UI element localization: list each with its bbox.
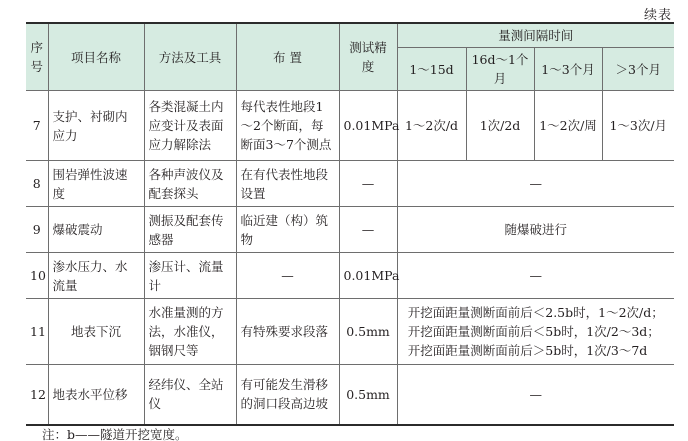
interval-line: 开挖面距量测断面前后＞5b时，1次/3～7d (407, 343, 648, 358)
table-row (26, 365, 674, 425)
row-name: 地表下沉 (48, 299, 144, 365)
row-method: 水准量测的方法，水准仪，铟钢尺等 (144, 299, 236, 365)
table-row (26, 299, 674, 365)
table-row (26, 253, 674, 299)
row-precision: 0.5mm (339, 299, 397, 365)
row-method: 各种声波仪及配套探头 (144, 161, 236, 207)
interval-line: 开挖面距量测断面前后＜2.5b时，1～2次/d； (407, 305, 664, 320)
row-layout: 有可能发生滑移的洞口段高边坡 (236, 365, 339, 425)
row-name: 支护、衬砌内应力 (48, 91, 144, 161)
row-interval-merged (397, 299, 674, 365)
row-interval-4: 1～3次/月 (602, 91, 674, 161)
row-name: 渗水压力、水流量 (48, 253, 144, 299)
row-method: 经纬仪、全站仪 (144, 365, 236, 425)
row-layout: 每代表性地段1～2个断面，每断面3～7个测点 (236, 91, 339, 161)
header-interval-2: 16d～1个月 (466, 48, 534, 91)
row-layout: 在有代表性地段设置 (236, 161, 339, 207)
row-precision: 0.01MPa (339, 91, 397, 161)
row-name: 爆破震动 (48, 207, 144, 253)
continued-label: 续表 (643, 8, 672, 23)
monitoring-table (26, 22, 674, 426)
table-row (26, 161, 674, 207)
row-interval-merged: — (397, 161, 674, 207)
row-index: 8 (26, 161, 48, 207)
row-layout: — (236, 253, 339, 299)
row-precision: — (339, 161, 397, 207)
row-layout: 有特殊要求段落 (236, 299, 339, 365)
row-method: 各类混凝土内应变计及表面应力解除法 (144, 91, 236, 161)
row-index: 7 (26, 91, 48, 161)
header-interval-1: 1～15d (397, 48, 466, 91)
row-method: 渗压计、流量计 (144, 253, 236, 299)
row-interval-3: 1～2次/周 (534, 91, 602, 161)
table-row (26, 207, 674, 253)
header-interval-group: 量测间隔时间 (397, 23, 674, 48)
row-interval-merged: — (397, 365, 674, 425)
header-precision: 测试精度 (339, 23, 397, 91)
header-name: 项目名称 (48, 23, 144, 91)
row-method: 测振及配套传感器 (144, 207, 236, 253)
table-row (26, 91, 674, 161)
row-precision: — (339, 207, 397, 253)
row-name: 地表水平位移 (48, 365, 144, 425)
row-index: 12 (26, 365, 48, 425)
row-index: 10 (26, 253, 48, 299)
header-interval-3: 1～3个月 (534, 48, 602, 91)
table-note: 注：b——隧道开挖宽度。 (42, 427, 188, 441)
header-index: 序号 (26, 23, 48, 91)
header-method: 方法及工具 (144, 23, 236, 91)
row-interval-merged: 随爆破进行 (397, 207, 674, 253)
row-interval-2: 1次/2d (466, 91, 534, 161)
row-precision: 0.5mm (339, 365, 397, 425)
row-layout: 临近建（构）筑物 (236, 207, 339, 253)
row-interval-merged: — (397, 253, 674, 299)
row-precision: 0.01MPa (339, 253, 397, 299)
row-interval-1: 1～2次/d (397, 91, 466, 161)
interval-line: 开挖面距量测断面前后＜5b时，1次/2～3d； (407, 324, 660, 339)
header-layout: 布 置 (236, 23, 339, 91)
row-index: 9 (26, 207, 48, 253)
header-interval-4: ＞3个月 (602, 48, 674, 91)
row-name: 围岩弹性波速度 (48, 161, 144, 207)
row-index: 11 (26, 299, 48, 365)
